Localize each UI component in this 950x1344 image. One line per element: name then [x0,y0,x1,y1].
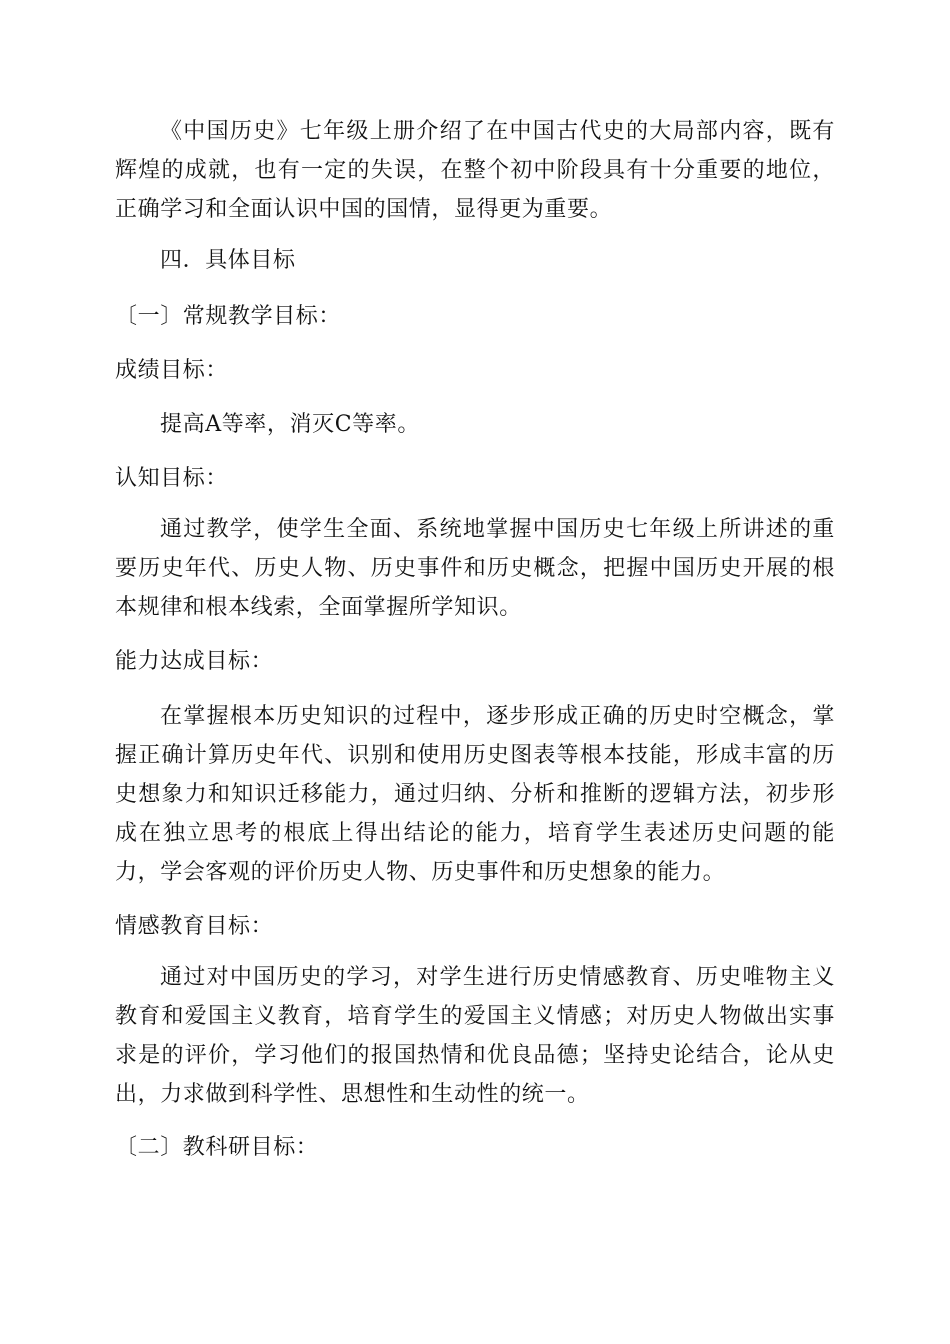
emotion-goal-label: 情感教育目标： [115,914,274,939]
score-goal-label: 成绩目标： [115,358,229,383]
cognitive-goal-label: 认知目标： [115,466,229,491]
section-heading: 四．具体目标 [160,248,296,273]
ability-goal-label: 能力达成目标： [115,649,274,674]
ability-goal-paragraph: 在掌握根本历史知识的过程中，逐步形成正确的历史时空概念，掌握正确计算历史年代、识别和使用历史图表等根本技能，形成丰富的历史想象力和知识迁移能力，通过归纳、分析和推断的逻辑方法，初步形成在独立思考的根底上得出结论的能力，培育学生表述历史问题的能力，学会客观的评价历史人物、历史事件和历史想象的能力。 [115,704,835,885]
emotion-goal-paragraph: 通过对中国历史的学习，对学生进行历史情感教育、历史唯物主义教育和爱国主义教育，培育学生的爱国主义情感；对历史人物做出实事求是的评价，学习他们的报国热情和优良品德；坚持史论结合，论从史出，力求做到科学性、思想性和生动性的统一。 [115,965,835,1107]
research-goal-heading: 〔二〕教科研目标： [115,1135,319,1160]
subsection-heading: 〔一〕常规教学目标： [115,304,342,329]
score-goal-paragraph: 提高A等率，消灭C等率。 [160,412,420,437]
intro-paragraph: 《中国历史》七年级上册介绍了在中国古代史的大局部内容，既有辉煌的成就，也有一定的失误，在整个初中阶段具有十分重要的地位，正确学习和全面认识中国的国情，显得更为重要。 [115,119,835,222]
cognitive-goal-paragraph: 通过教学，使学生全面、系统地掌握中国历史七年级上所讲述的重要历史年代、历史人物、历史事件和历史概念，把握中国历史开展的根本规律和根本线索，全面掌握所学知识。 [115,517,835,620]
